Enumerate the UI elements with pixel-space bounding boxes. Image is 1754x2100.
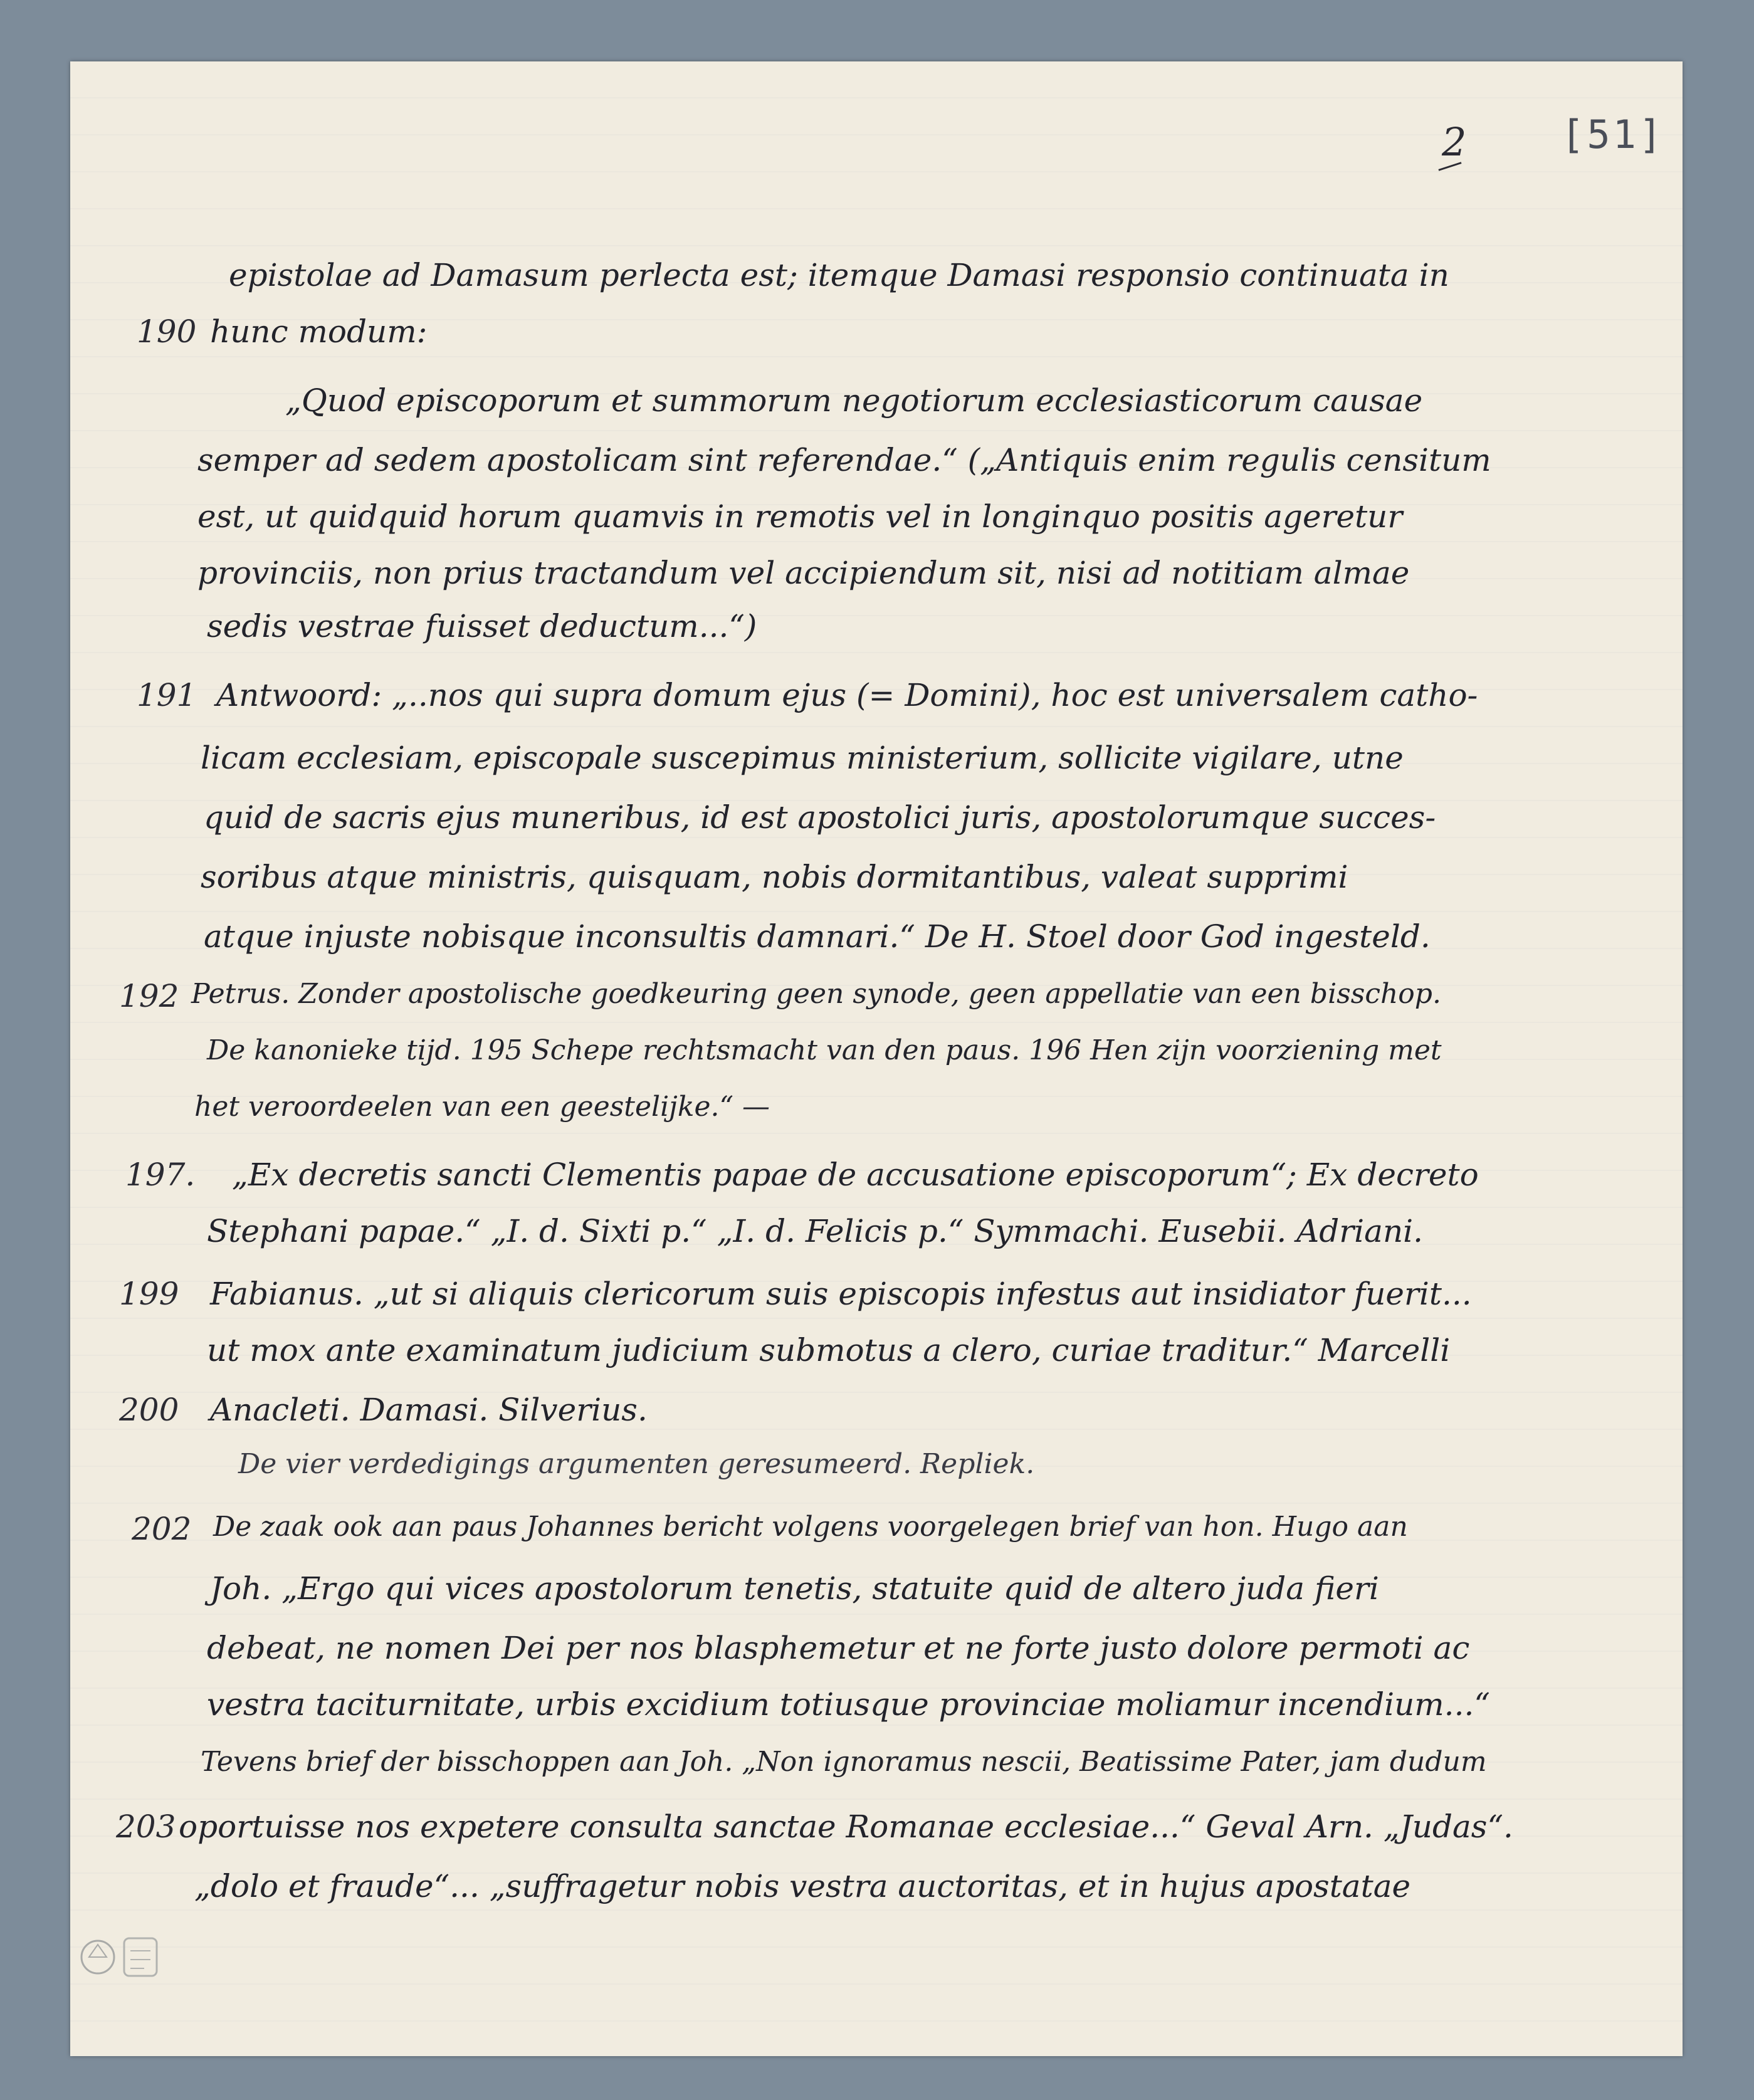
- line-text: epistolae ad Damasum perlecta est; itemque Damasi responsio continuata in: [229, 257, 1449, 293]
- text-line: [0, 382, 1754, 451]
- line-text: Anacleti. Damasi. Silverius.: [210, 1392, 648, 1428]
- text-line: [0, 918, 1754, 987]
- margin-number: 191: [137, 677, 197, 713]
- text-line: [0, 1332, 1754, 1401]
- line-text: ut mox ante examinatum judicium submotus a clero, curiae traditur.“ Marcelli: [207, 1332, 1451, 1368]
- line-text: Petrus. Zonder apostolische goedkeuring geen synode, geen appellatie van een bisschop.: [191, 978, 1441, 1010]
- line-text: „Quod episcoporum et summorum negotiorum ecclesiasticorum causae: [285, 382, 1423, 419]
- margin-number: 192: [119, 978, 179, 1014]
- text-line: [0, 859, 1754, 928]
- text-line: [0, 740, 1754, 809]
- text-line: [0, 1511, 1754, 1580]
- page-number: 2: [1442, 119, 1467, 165]
- archive-folio-mark: [51]: [1561, 112, 1665, 157]
- text-line: [0, 1213, 1754, 1282]
- line-text: Joh. „Ergo qui vices apostolorum tenetis, statuite quid de altero juda fieri: [210, 1570, 1379, 1607]
- line-text: est, ut quidquid horum quamvis in remotis vel in longinquo positis ageretur: [197, 498, 1403, 535]
- line-text: hunc modum:: [210, 313, 428, 350]
- line-text: „Ex decretis sancti Clementis papae de accusatione episcoporum“; Ex decreto: [232, 1157, 1479, 1193]
- margin-number: 200: [119, 1392, 179, 1428]
- margin-number: 199: [119, 1276, 179, 1312]
- margin-number: 190: [137, 313, 197, 350]
- margin-number: 197.: [125, 1157, 196, 1193]
- text-line: [0, 1809, 1754, 1877]
- line-text: Stephani papae.“ „I. d. Sixti p.“ „I. d. Felicis p.“ Symmachi. Eusebii. Adriani.: [207, 1213, 1424, 1249]
- text-line: [0, 1570, 1754, 1639]
- text-line: [0, 1868, 1754, 1937]
- text-line: [0, 1746, 1754, 1815]
- line-text: sedis vestrae fuisset deductum...“): [207, 608, 757, 644]
- text-line: [0, 1686, 1754, 1755]
- line-text: provinciis, non prius tractandum vel accipiendum sit, nisi ad notitiam almae: [197, 555, 1410, 591]
- line-text: De vier verdedigings argumenten geresumeerd. Repliek.: [238, 1448, 1035, 1480]
- line-text: het veroordeelen van een geestelijke.“ —: [194, 1091, 770, 1123]
- line-text: De kanonieke tijd. 195 Schepe rechtsmacht van den paus. 196 Hen zijn voorziening met: [207, 1034, 1442, 1066]
- text-line: [0, 1091, 1754, 1160]
- line-text: vestra taciturnitate, urbis excidium totiusque provinciae moliamur incendium...“: [207, 1686, 1490, 1723]
- line-text: licam ecclesiam, episcopale suscepimus ministerium, sollicite vigilare, utne: [201, 740, 1404, 776]
- line-text: De zaak ook aan paus Johannes bericht volgens voorgelegen brief van hon. Hugo aan: [213, 1511, 1408, 1543]
- text-line: [0, 677, 1754, 746]
- text-line: [0, 313, 1754, 382]
- line-text: quid de sacris ejus muneribus, id est apostolici juris, apostolorumque succes-: [204, 799, 1436, 836]
- line-text: oportuisse nos expetere consulta sanctae Romanae ecclesiae...“ Geval Arn. „Judas“.: [179, 1809, 1513, 1845]
- line-text: Fabianus. „ut si aliquis clericorum suis episcopis infestus aut insidiator fuerit...: [210, 1276, 1472, 1312]
- line-text: „dolo et fraude“... „suffragetur nobis vestra auctoritas, et in hujus apostatae: [194, 1868, 1411, 1904]
- line-text: atque injuste nobisque inconsultis damnari.“ De H. Stoel door God ingesteld.: [204, 918, 1431, 955]
- line-text: Tevens brief der bisschoppen aan Joh. „Non ignoramus nescii, Beatissime Pater, jam dudum: [201, 1746, 1487, 1778]
- line-text: Antwoord: „..nos qui supra domum ejus (= Domini), hoc est universalem catho-: [216, 677, 1478, 713]
- line-text: soribus atque ministris, quisquam, nobis dormitantibus, valeat supprimi: [201, 859, 1348, 895]
- text-line: [0, 1448, 1754, 1517]
- text-line: [0, 608, 1754, 677]
- margin-number: 203: [116, 1809, 176, 1845]
- line-text: debeat, ne nomen Dei per nos blasphemetur et ne forte justo dolore permoti ac: [207, 1630, 1470, 1666]
- library-stamp-icon: [74, 1918, 168, 1987]
- line-text: semper ad sedem apostolicam sint referendae.“ („Antiquis enim regulis censitum: [197, 442, 1491, 478]
- text-line: [0, 799, 1754, 868]
- margin-number: 202: [132, 1511, 192, 1547]
